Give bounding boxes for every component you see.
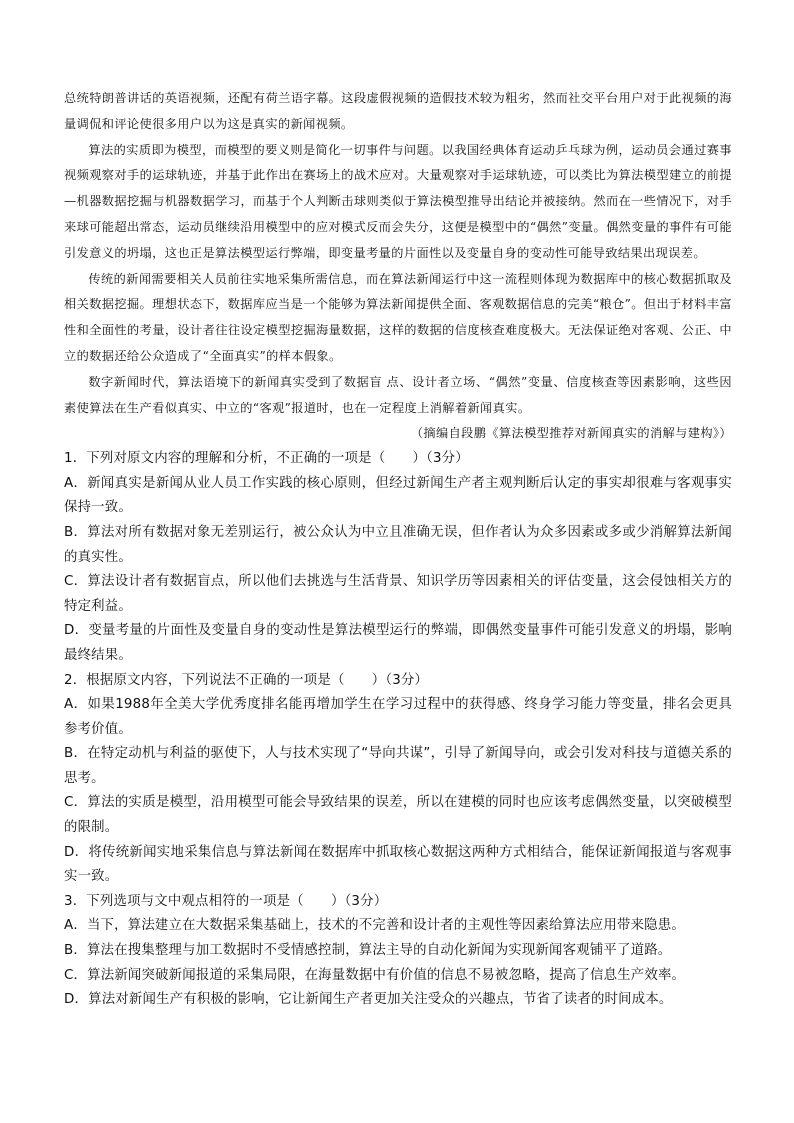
passage-paragraph: 算法的实质即为模型，而模型的要义则是简化一切事件与问题。以我国经典体育运动乒乓球为例，运动员会通过赛事视频观察对手的运球轨迹，并基于此作出在赛场上的战术应对。大量观察对手运球轨迹，可以类比为算法模型建立的前提—机器数据挖掘与机器数据学习，而基于个人判断击球则类似于算法模型推导出结论并被接纳。然而在一些情况下，对手来球可能超出常态，运动员继续沿用模型中的应对模式反而会失分，这便是模型中的“偶然”变量。偶然变量的事件有可能引发意义的坍塌，这也正是算法模型运行弊端，即变量考量的片面性以及变量自身的变动性可能导致结果出现误差。 [64, 142, 732, 260]
question-list [64, 447, 732, 1013]
option-c: C．算法设计者有数据盲点，所以他们去挑选与生活背景、知识学历等因素相关的评估变量，这会侵蚀相关方的特定利益。 [64, 574, 732, 614]
question-2 [64, 669, 732, 890]
question-stem: 1．下列对原文内容的理解和分析，不正确的一项是（ ）（3分） [64, 451, 469, 467]
option-a: A．当下，算法建立在大数据采集基础上，技术的不完善和设计者的主观性等因素给算法应用带来隐患。 [64, 918, 685, 934]
reading-passage [64, 86, 732, 447]
option-b: B．算法在搜集整理与加工数据时不受情感控制，算法主导的自动化新闻为实现新闻客观铺平了道路。 [64, 943, 672, 959]
option-b: B．算法对所有数据对象无差别运行，被公众认为中立且准确无误，但作者认为众多因素或多或少消解算法新闻的真实性。 [64, 524, 732, 565]
option-c: C．算法新闻突破新闻报道的采集局限，在海量数据中有价值的信息不易被忽略，提高了信息生产效率。 [64, 967, 686, 983]
passage-paragraph: 总统特朗普讲话的英语视频，还配有荷兰语字幕。这段虚假视频的造假技术较为粗劣，然而社交平台用户对于此视频的海量调侃和评论使很多用户以为这是真实的新闻视频。 [64, 91, 732, 131]
question-stem: 2．根据原文内容，下列说法不正确的一项是（ ）（3分） [64, 672, 429, 688]
option-d: D．算法对新闻生产有积极的影响，它让新闻生产者更加关注受众的兴趣点，节省了读者的时间成本。 [64, 992, 673, 1008]
option-c: C．算法的实质是模型，沿用模型可能会导致结果的误差，所以在建模的同时也应该考虑偶然变量，以突破模型的限制。 [64, 795, 732, 836]
option-d: D．将传统新闻实地采集信息与算法新闻在数据库中抓取核心数据这两种方式相结合，能保证新闻报道与客观事实一致。 [64, 844, 732, 885]
option-d: D．变量考量的片面性及变量自身的变动性是算法模型运行的弊端，即偶然变量事件可能引发意义的坍塌，影响最终结果。 [64, 623, 732, 663]
passage-source: （摘编自段鹏《算法模型推荐对新闻真实的消解与建构》） [410, 426, 732, 441]
question-1 [64, 447, 732, 668]
passage-paragraph: 传统的新闻需要相关人员前往实地采集所需信息，而在算法新闻运行中这一流程则体现为数据库中的核心数据抓取及相关数据挖掘。理想状态下，数据库应当是一个能够为算法新闻提供全面、客观数据信息的完美“粮仓”。但出于材料丰富性和全面性的考量，设计者往往设定模型挖掘海量数据，这样的数据的信度核查难度极大。无法保证绝对客观、公正、中立的数据还给公众造成了“全面真实”的样本假象。 [64, 271, 732, 363]
option-b: B．在特定动机与利益的驱使下，人与技术实现了“导向共谋”，引导了新闻导向，或会引发对科技与道德关系的思考。 [64, 746, 732, 786]
option-a: A．新闻真实是新闻从业人员工作实践的核心原则，但经过新闻生产者主观判断后认定的事实却很难与客观事实保持一致。 [64, 475, 732, 516]
question-3 [64, 890, 732, 1013]
question-stem: 3．下列选项与文中观点相符的一项是（ ）（3分） [64, 893, 388, 909]
option-a: A．如果1988年全美大学优秀度排名能再增加学生在学习过程中的获得感、终身学习能力等变量，排名会更具参考价值。 [64, 697, 732, 737]
exam-page [64, 86, 732, 1013]
passage-paragraph: 数字新闻时代，算法语境下的新闻真实受到了数据盲 点、设计者立场、“偶然”变量、信度核查等因素影响，这些因素使算法在生产看似真实、中立的“客观”报道时，也在一定程度上消解着新闻真实。 [64, 374, 732, 415]
